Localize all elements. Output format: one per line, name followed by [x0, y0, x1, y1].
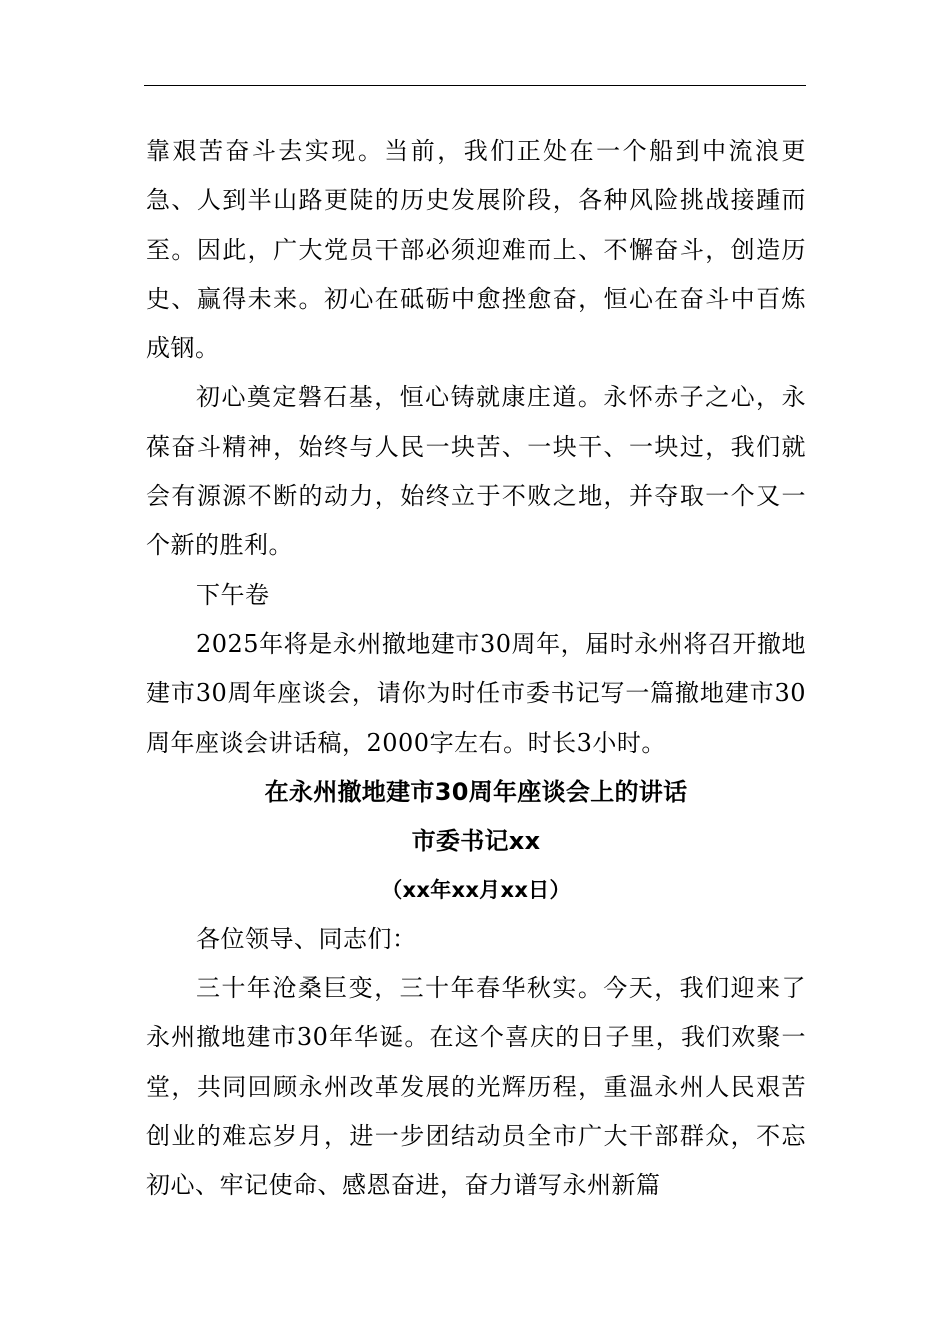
header-rule [144, 85, 806, 86]
date-line: （xx年xx月xx日） [381, 877, 571, 902]
speech-paragraph: 三十年沧桑巨变，三十年春华秋实。今天，我们迎来了永州撤地建市30年华诞。在这个喜庆的日子里，我们欢聚一堂，共同回顾永州改革发展的光辉历程，重温永州人民艰苦创业的难忘岁月，进一步团结动员全市广大干部群众，不忘初心、牢记使命、感恩奋进，奋力谱写永州新篇 [146, 974, 806, 1200]
speaker-line: 市委书记xx [411, 826, 541, 855]
speech-title: 在永州撤地建市30周年座谈会上的讲话 [264, 777, 688, 806]
paragraph-conclusion: 初心奠定磐石基，恒心铸就康庄道。永怀赤子之心，永葆奋斗精神，始终与人民一块苦、一块干、一块过，我们就会有源源不断的动力，始终立于不败之地，并夺取一个又一个新的胜利。 [146, 383, 806, 560]
paragraph-continuation: 靠艰苦奋斗去实现。当前，我们正处在一个船到中流浪更急、人到半山路更陡的历史发展阶段，各种风险挑战接踵而至。因此，广大党员干部必须迎难而上、不懈奋斗，创造历史、赢得未来。初心在砥砺中愈挫愈奋，恒心在奋斗中百炼成钢。 [146, 137, 806, 363]
salutation: 各位领导、同志们： [196, 924, 417, 953]
prompt-paragraph: 2025年将是永州撤地建市30周年，届时永州将召开撤地建市30周年座谈会，请你为时任市委书记写一篇撤地建市30周年座谈会讲话稿，2000字左右。时长3小时。 [146, 629, 806, 757]
section-label: 下午卷 [196, 580, 270, 609]
document-body [146, 127, 806, 1211]
